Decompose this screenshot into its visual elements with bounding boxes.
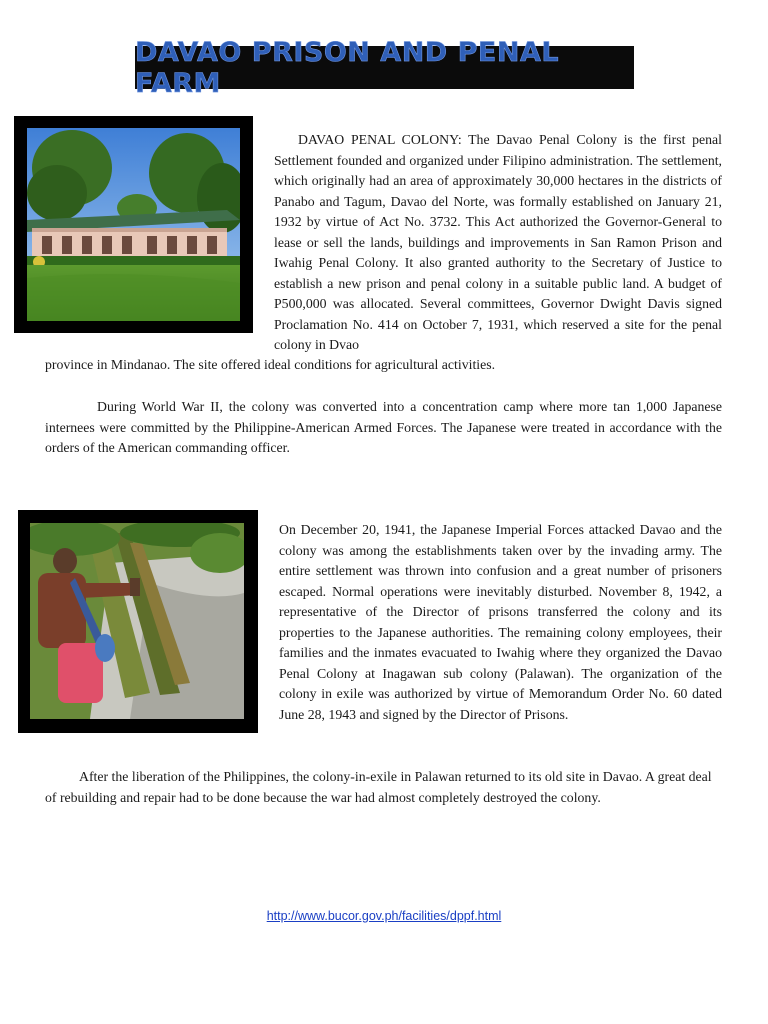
building-photo-frame xyxy=(14,116,253,333)
farmer-photo-frame xyxy=(18,510,258,733)
paragraph-liberation: After the liberation of the Philippines, the colony-in-exile in Palawan returned to its old site in Davao. A great deal of rebuilding and repair had to be done because the war had almost completely destroyed the colony. xyxy=(45,769,712,805)
building-photo xyxy=(27,128,240,321)
paragraph-world-war: During World War II, the colony was converted into a concentration camp where more tan 1,000 Japanese internees were committed by the Philippine-American Armed Forces. The Japanese were treated in accordance with the orders of the American commanding officer. xyxy=(45,399,722,455)
paragraph-colony-intro-end: province in Mindanao. The site offered ideal conditions for agricultural activities. xyxy=(45,357,496,372)
paragraph-japanese-occupation: On December 20, 1941, the Japanese Imperial Forces attacked Davao and the colony was among the establishments taken over by the invading army. The entire settlement was thrown into confusion and a great number of prisoners escaped. Normal operations were inevitably disturbed. November 8, 1942, a representative of the Director of prisons transferred the colony and its properties to the Japanese authorities. The remaining colony employees, their families and the inmates evacuated to Iwahig where they organized the Davao Penal Colony at Inagawan sub colony (Palawan). The organization of the colony in exile was authorized by virtue of Memorandum Order No. 60 dated June 28, 1943 and signed by the Director of Prisons. xyxy=(279,522,722,722)
paragraph-colony-intro: DAVAO PENAL COLONY: The Davao Penal Colony is the first penal Settlement founded and organized under Filipino administration. The settlement, which originally had an area of approximately 30,000 hectares in the districts of Panabo and Tagum, Davao del Norte, was formally established on January 21, 1932 by virtue of Act No. 3732. This Act authorized the Governor-General to lease or sell the lands, buildings and improvements in San Ramon Prison and Iwahig Penal Colony. It also granted authority to the Secretary of Justice to establish a new prison and penal colony in a suitable public land. A budget of P500,000 was allocated. Several committees, Governor Dwight Davis signed Proclamation No. 414 on October 7, 1931, which reserved a site for the penal colony in Dvao xyxy=(274,132,722,352)
source-link[interactable]: http://www.bucor.gov.ph/facilities/dppf.html xyxy=(266,909,502,923)
banana-farmer-photo xyxy=(30,523,244,719)
source-link-container xyxy=(0,909,768,923)
title-banner xyxy=(135,36,634,99)
page-title: DAVAO PRISON AND PENAL FARM xyxy=(135,36,560,99)
